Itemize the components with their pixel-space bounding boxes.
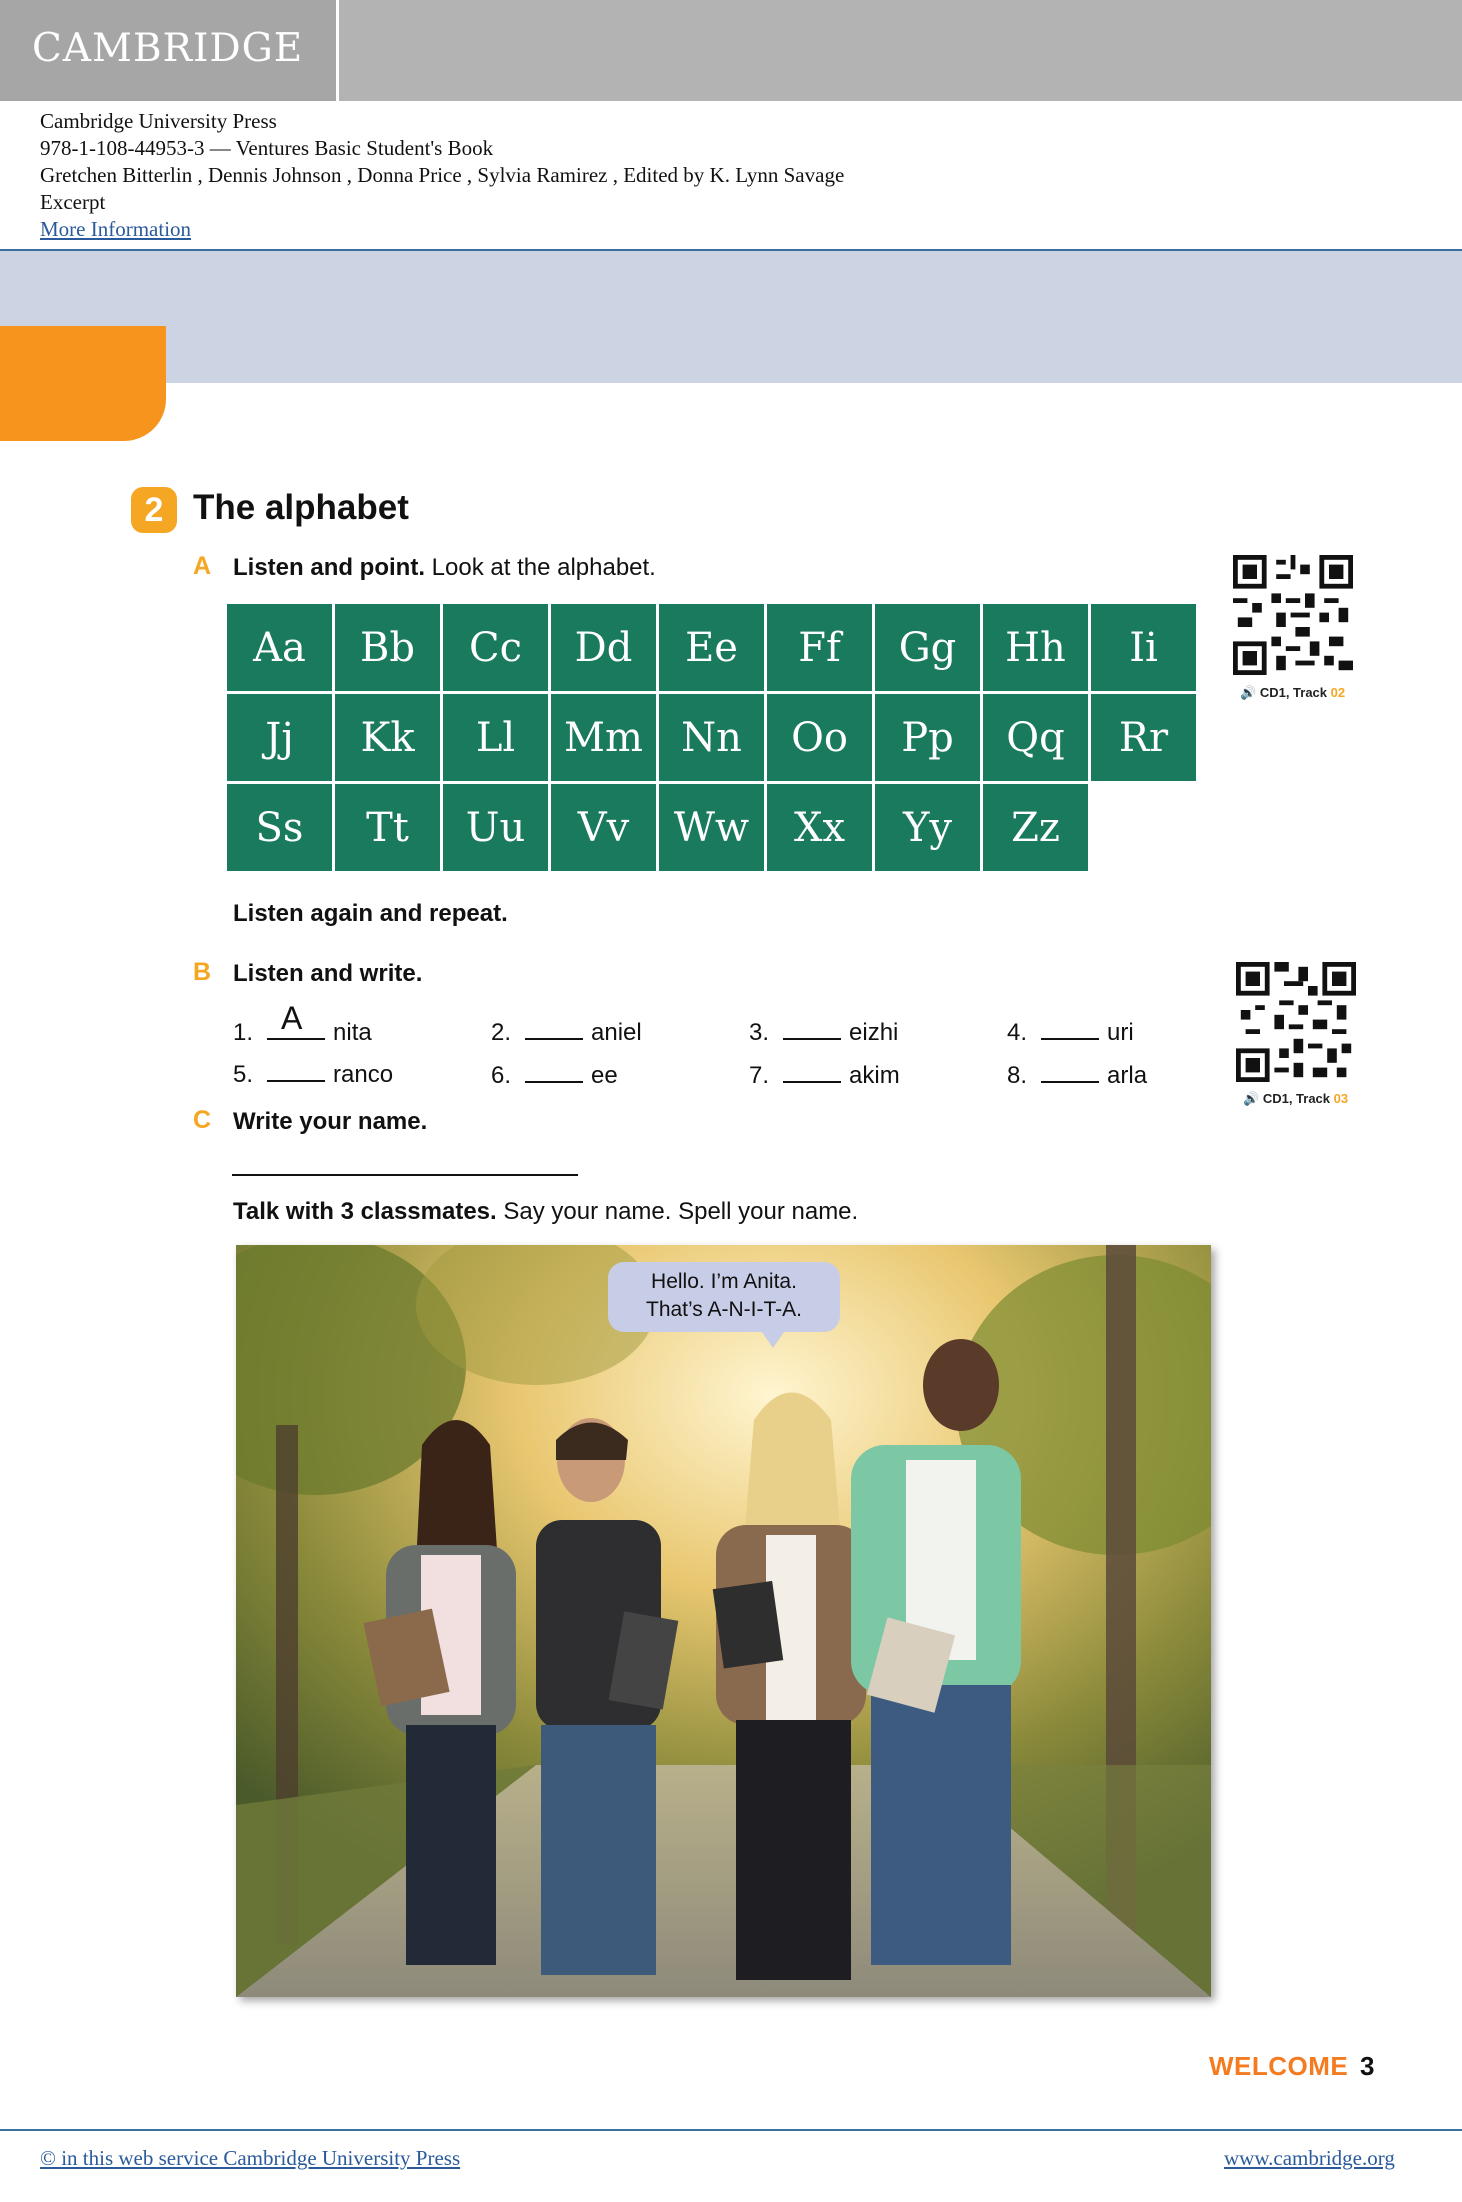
- fill-item-2[interactable]: [491, 1018, 642, 1047]
- alphabet-cell: Gg: [875, 604, 980, 691]
- part-b-letter: B: [193, 958, 212, 986]
- alphabet-cell: Ee: [659, 604, 764, 691]
- logo-box: [0, 0, 339, 101]
- audio-label-b: CD1, Track: [1262, 1091, 1334, 1106]
- name-line[interactable]: [232, 1174, 578, 1176]
- word-ending: uri: [1107, 1019, 1134, 1046]
- bubble-line-2: That’s A-N-I-T-A.: [646, 1298, 802, 1321]
- part-c-letter: C: [193, 1106, 212, 1134]
- audio-track-a[interactable]: [1240, 685, 1345, 701]
- answer-blank[interactable]: [783, 1018, 841, 1040]
- alphabet-cell: Vv: [551, 784, 656, 871]
- item-number: 6.: [491, 1062, 512, 1089]
- alphabet-cell: Oo: [767, 694, 872, 781]
- orange-tab: [0, 326, 166, 441]
- page-band: [0, 251, 1462, 383]
- cambridge-logo: CAMBRIDGE: [32, 26, 304, 71]
- fill-item-7[interactable]: [749, 1061, 900, 1090]
- word-ending: arla: [1107, 1062, 1148, 1089]
- website-link[interactable]: www.cambridge.org: [1224, 2146, 1395, 2170]
- alphabet-cell: Qq: [983, 694, 1088, 781]
- answer-blank[interactable]: [1041, 1018, 1099, 1040]
- speaker-icon: 🔊: [1240, 685, 1257, 700]
- part-a-bold: Listen and point.: [233, 554, 425, 581]
- item-number: 3.: [749, 1019, 770, 1046]
- excerpt-label: Excerpt: [40, 190, 106, 214]
- word-ending: nita: [333, 1019, 372, 1046]
- speech-bubble: [608, 1262, 840, 1332]
- fill-item-8[interactable]: [1007, 1061, 1147, 1090]
- fill-item-6[interactable]: [491, 1061, 618, 1090]
- item-number: 4.: [1007, 1019, 1028, 1046]
- fill-item-4[interactable]: [1007, 1018, 1134, 1047]
- talk-bold: Talk with 3 classmates.: [233, 1198, 497, 1225]
- part-a-instruction: [233, 554, 656, 582]
- alphabet-cell: Tt: [335, 784, 440, 871]
- students-illustration: [236, 1245, 1211, 1997]
- talk-instruction: [233, 1198, 858, 1226]
- item-number: 1.: [233, 1019, 254, 1046]
- answer-blank[interactable]: [783, 1061, 841, 1083]
- section-number: 2: [131, 487, 177, 533]
- talk-text: Say your name. Spell your name.: [496, 1198, 859, 1225]
- item-number: 2.: [491, 1019, 512, 1046]
- alphabet-cell: Aa: [227, 604, 332, 691]
- word-ending: ranco: [333, 1061, 394, 1088]
- item-number: 7.: [749, 1062, 770, 1089]
- bubble-line-1: Hello. I’m Anita.: [651, 1270, 797, 1293]
- alphabet-cell: Ff: [767, 604, 872, 691]
- alphabet-cell: Cc: [443, 604, 548, 691]
- answer-text: A: [281, 1000, 303, 1036]
- unit-label: WELCOME: [1209, 2051, 1349, 2081]
- alphabet-cell: Pp: [875, 694, 980, 781]
- part-b-instruction: [233, 960, 422, 988]
- answer-blank[interactable]: [267, 1000, 325, 1040]
- alphabet-cell: Nn: [659, 694, 764, 781]
- part-b-bold: Listen and write.: [233, 960, 423, 987]
- authors: Gretchen Bitterlin , Dennis Johnson , Donna Price , Sylvia Ramirez , Edited by K. Lynn Savage: [40, 163, 845, 187]
- isbn-title: 978-1-108-44953-3 — Ventures Basic Student's Book: [40, 136, 494, 160]
- alphabet-cell: Kk: [335, 694, 440, 781]
- students-photo: [236, 1245, 1211, 1997]
- qr-code-icon[interactable]: [1236, 962, 1356, 1082]
- part-c-instruction: [233, 1108, 427, 1136]
- alphabet-cell: Ww: [659, 784, 764, 871]
- word-ending: aniel: [591, 1019, 642, 1046]
- alphabet-cell: Ii: [1091, 604, 1196, 691]
- word-ending: ee: [591, 1062, 618, 1089]
- alphabet-cell: Xx: [767, 784, 872, 871]
- publisher: Cambridge University Press: [40, 109, 277, 133]
- part-c-bold: Write your name.: [233, 1108, 428, 1135]
- alphabet-cell: Jj: [227, 694, 332, 781]
- audio-track-number-b: 03: [1333, 1091, 1349, 1106]
- word-ending: akim: [849, 1062, 900, 1089]
- alphabet-cell: Dd: [551, 604, 656, 691]
- speech-bubble-tail: [762, 1332, 784, 1348]
- alphabet-cell: Mm: [551, 694, 656, 781]
- answer-blank[interactable]: [1041, 1061, 1099, 1083]
- fill-item-5[interactable]: [233, 1060, 393, 1089]
- item-number: 8.: [1007, 1062, 1028, 1089]
- alphabet-cell: Ll: [443, 694, 548, 781]
- copyright-link[interactable]: © in this web service Cambridge University Press: [40, 2146, 461, 2170]
- alphabet-cell: Rr: [1091, 694, 1196, 781]
- speaker-icon: 🔊: [1243, 1091, 1260, 1106]
- alphabet-cell: Yy: [875, 784, 980, 871]
- page-number: 3: [1360, 2051, 1375, 2081]
- item-number: 5.: [233, 1061, 254, 1088]
- listen-again-instruction: [233, 900, 508, 928]
- fill-item-1[interactable]: [233, 1000, 372, 1047]
- audio-track-b[interactable]: [1243, 1091, 1348, 1107]
- section-title: The alphabet: [193, 488, 409, 527]
- alphabet-grid: [227, 604, 1198, 876]
- listen-again-bold: Listen again and repeat.: [233, 900, 508, 927]
- alphabet-cell: Ss: [227, 784, 332, 871]
- answer-blank[interactable]: [525, 1061, 583, 1083]
- part-a-letter: A: [193, 552, 212, 580]
- alphabet-cell: Bb: [335, 604, 440, 691]
- audio-label-a: CD1, Track: [1259, 685, 1331, 700]
- fill-item-3[interactable]: [749, 1018, 898, 1047]
- alphabet-cell: Hh: [983, 604, 1088, 691]
- audio-track-number-a: 02: [1330, 685, 1346, 700]
- footer-rule: [0, 2129, 1462, 2131]
- alphabet-cell: Uu: [443, 784, 548, 871]
- alphabet-cell: Zz: [983, 784, 1088, 871]
- word-ending: eizhi: [849, 1019, 899, 1046]
- part-a-text: Look at the alphabet.: [425, 554, 656, 581]
- answer-blank[interactable]: [525, 1018, 583, 1040]
- answer-blank[interactable]: [267, 1060, 325, 1082]
- more-information-link[interactable]: More Information: [40, 217, 192, 241]
- qr-code-icon[interactable]: [1233, 555, 1353, 675]
